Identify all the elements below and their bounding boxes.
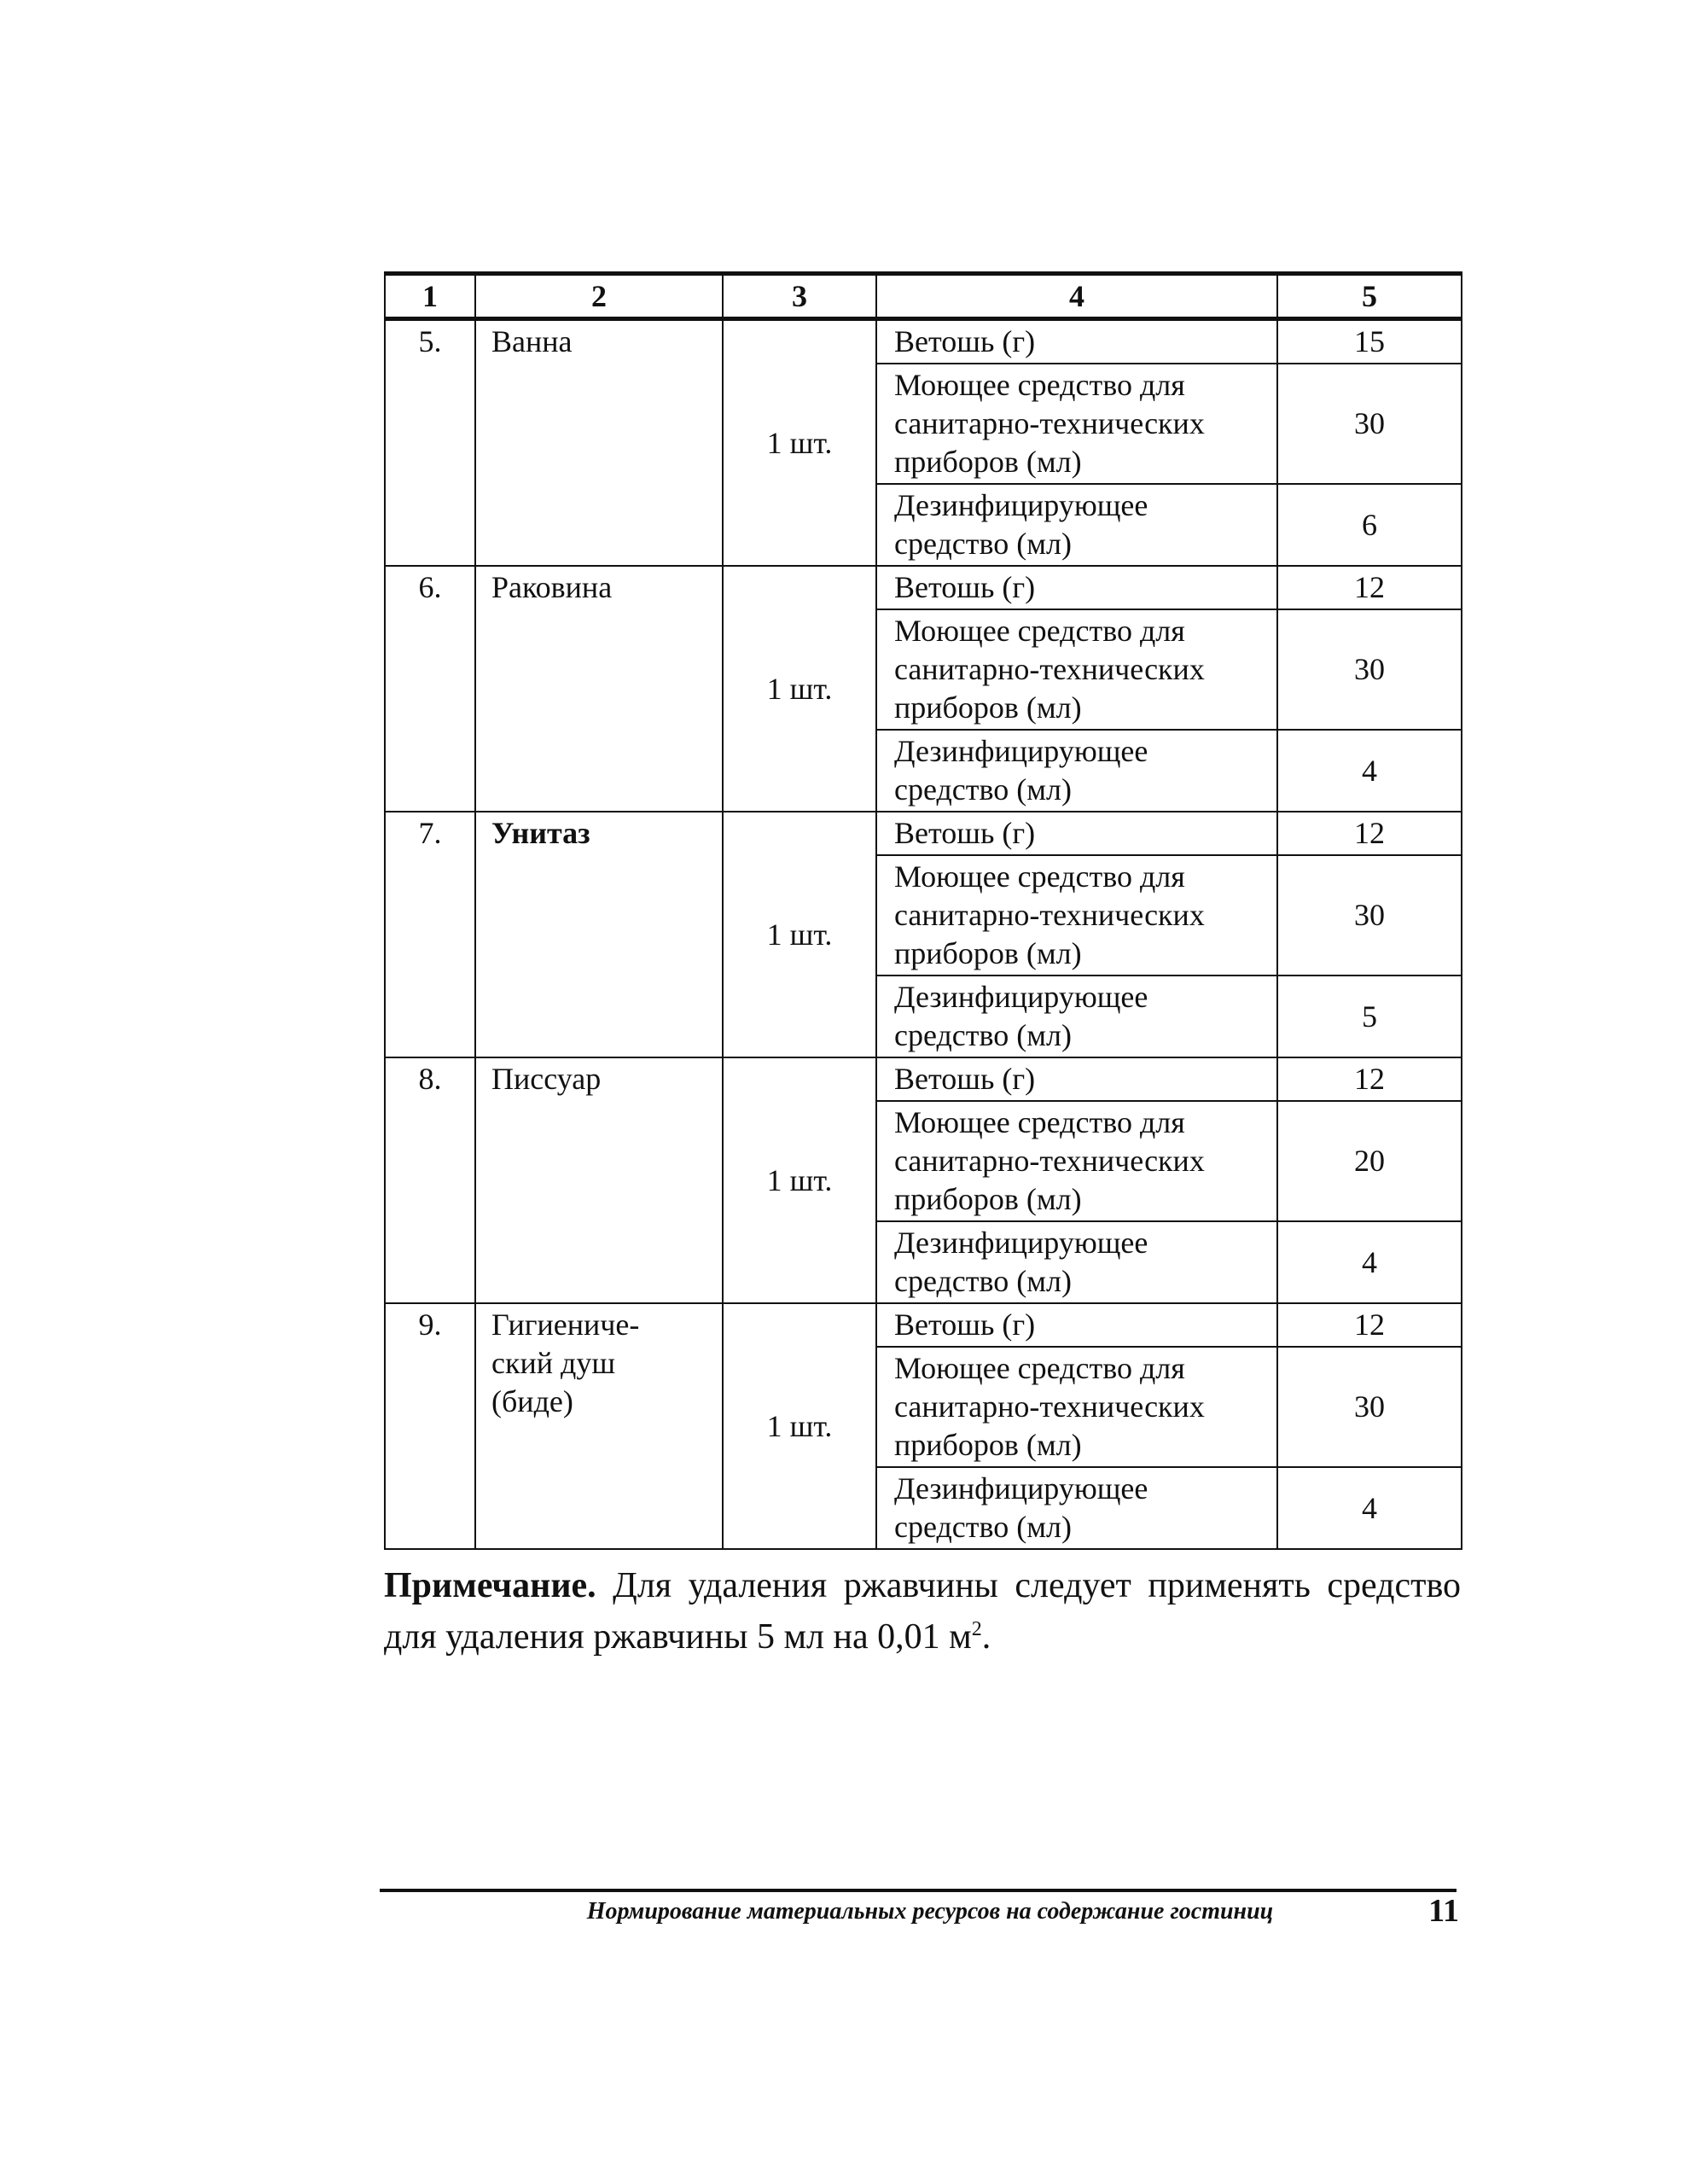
material-norm-value: 4 (1277, 1221, 1462, 1303)
material-name (876, 730, 1277, 812)
material-name-line: Ветошь (г) (894, 1062, 1036, 1096)
table-row (385, 812, 1462, 855)
item-quantity: 1 шт. (723, 319, 876, 567)
note-text: Для удаления ржавчины следует применять средство для удаления ржавчины 5 мл на 0,01 м (384, 1566, 1461, 1657)
material-name-line: Дезинфицирующее (894, 1226, 1148, 1260)
item-name-line: Гигиениче- (491, 1307, 640, 1342)
material-name (876, 1303, 1277, 1347)
material-name (876, 566, 1277, 609)
material-norm-value: 5 (1277, 976, 1462, 1057)
material-name-line: Моющее средство для (894, 1105, 1185, 1139)
material-norm-value: 30 (1277, 364, 1462, 484)
material-name-line: санитарно-технических (894, 1389, 1205, 1424)
note-paragraph (384, 1560, 1461, 1663)
material-name (876, 364, 1277, 484)
material-norm-value: 12 (1277, 566, 1462, 609)
material-name (876, 319, 1277, 364)
material-name-line: средство (мл) (894, 527, 1072, 561)
material-name (876, 1221, 1277, 1303)
item-name (475, 812, 723, 1057)
material-name (876, 855, 1277, 976)
material-name-line: санитарно-технических (894, 1144, 1205, 1178)
row-number: 5. (385, 319, 475, 567)
material-name-line: Дезинфицирующее (894, 488, 1148, 522)
item-name-line: Писсуар (491, 1062, 602, 1096)
material-name-line: Ветошь (г) (894, 324, 1036, 358)
item-name-line: Раковина (491, 570, 613, 604)
material-name-line: приборов (мл) (894, 445, 1082, 479)
item-quantity: 1 шт. (723, 566, 876, 812)
material-name-line: санитарно-технических (894, 898, 1205, 932)
material-name-line: приборов (мл) (894, 1182, 1082, 1216)
material-name-line: Дезинфицирующее (894, 1471, 1148, 1506)
norms-table (384, 271, 1462, 1550)
material-norm-value: 4 (1277, 730, 1462, 812)
table-row (385, 1303, 1462, 1347)
table-row (385, 566, 1462, 609)
item-name (475, 319, 723, 567)
material-norm-value: 20 (1277, 1101, 1462, 1221)
footer-divider (380, 1889, 1457, 1892)
table-row (385, 319, 1462, 364)
material-name-line: приборов (мл) (894, 936, 1082, 970)
item-name (475, 566, 723, 812)
item-quantity: 1 шт. (723, 1303, 876, 1549)
material-norm-value: 30 (1277, 609, 1462, 730)
column-header: 5 (1277, 274, 1462, 319)
row-number: 8. (385, 1057, 475, 1303)
column-header: 4 (876, 274, 1277, 319)
material-norm-value: 6 (1277, 484, 1462, 566)
material-name (876, 609, 1277, 730)
column-header: 3 (723, 274, 876, 319)
material-name-line: средство (мл) (894, 1018, 1072, 1052)
material-name-line: средство (мл) (894, 1510, 1072, 1544)
material-name (876, 976, 1277, 1057)
material-name-line: Моющее средство для (894, 859, 1185, 894)
item-name-line: Ванна (491, 324, 573, 358)
material-name-line: санитарно-технических (894, 406, 1205, 440)
column-header: 2 (475, 274, 723, 319)
footer-title: Нормирование материальных ресурсов на содержание гостиниц (586, 1898, 1274, 1925)
material-name-line: Моющее средство для (894, 1351, 1185, 1385)
material-name (876, 1101, 1277, 1221)
material-norm-value: 12 (1277, 1057, 1462, 1101)
item-name (475, 1057, 723, 1303)
note-label: Примечание. (384, 1566, 596, 1605)
material-norm-value: 30 (1277, 1347, 1462, 1467)
material-name-line: приборов (мл) (894, 690, 1082, 725)
column-header: 1 (385, 274, 475, 319)
table-header-row (385, 274, 1462, 319)
material-norm-value: 12 (1277, 1303, 1462, 1347)
note-superscript: 2 (971, 1618, 982, 1640)
material-name-line: Дезинфицирующее (894, 734, 1148, 768)
item-quantity: 1 шт. (723, 812, 876, 1057)
material-name-line: приборов (мл) (894, 1428, 1082, 1462)
material-name-line: Моющее средство для (894, 614, 1185, 648)
row-number: 9. (385, 1303, 475, 1549)
item-name-line: ский душ (491, 1346, 616, 1380)
material-name (876, 1347, 1277, 1467)
material-norm-value: 4 (1277, 1467, 1462, 1549)
row-number: 7. (385, 812, 475, 1057)
material-name-line: средство (мл) (894, 1264, 1072, 1298)
material-name-line: санитарно-технических (894, 652, 1205, 686)
page-number: 11 (1428, 1893, 1459, 1929)
material-norm-value: 30 (1277, 855, 1462, 976)
material-norm-value: 15 (1277, 319, 1462, 364)
item-name-line: Унитаз (491, 816, 590, 850)
table-row (385, 1057, 1462, 1101)
material-name (876, 812, 1277, 855)
material-name-line: Дезинфицирующее (894, 980, 1148, 1014)
item-name-line: (биде) (491, 1384, 573, 1418)
item-name (475, 1303, 723, 1549)
material-name-line: Моющее средство для (894, 368, 1185, 402)
material-name (876, 484, 1277, 566)
material-norm-value: 12 (1277, 812, 1462, 855)
material-name (876, 1467, 1277, 1549)
material-name (876, 1057, 1277, 1101)
item-quantity: 1 шт. (723, 1057, 876, 1303)
row-number: 6. (385, 566, 475, 812)
material-name-line: Ветошь (г) (894, 570, 1036, 604)
material-name-line: Ветошь (г) (894, 1307, 1036, 1342)
material-name-line: средство (мл) (894, 772, 1072, 807)
note-end: . (981, 1617, 991, 1657)
material-name-line: Ветошь (г) (894, 816, 1036, 850)
